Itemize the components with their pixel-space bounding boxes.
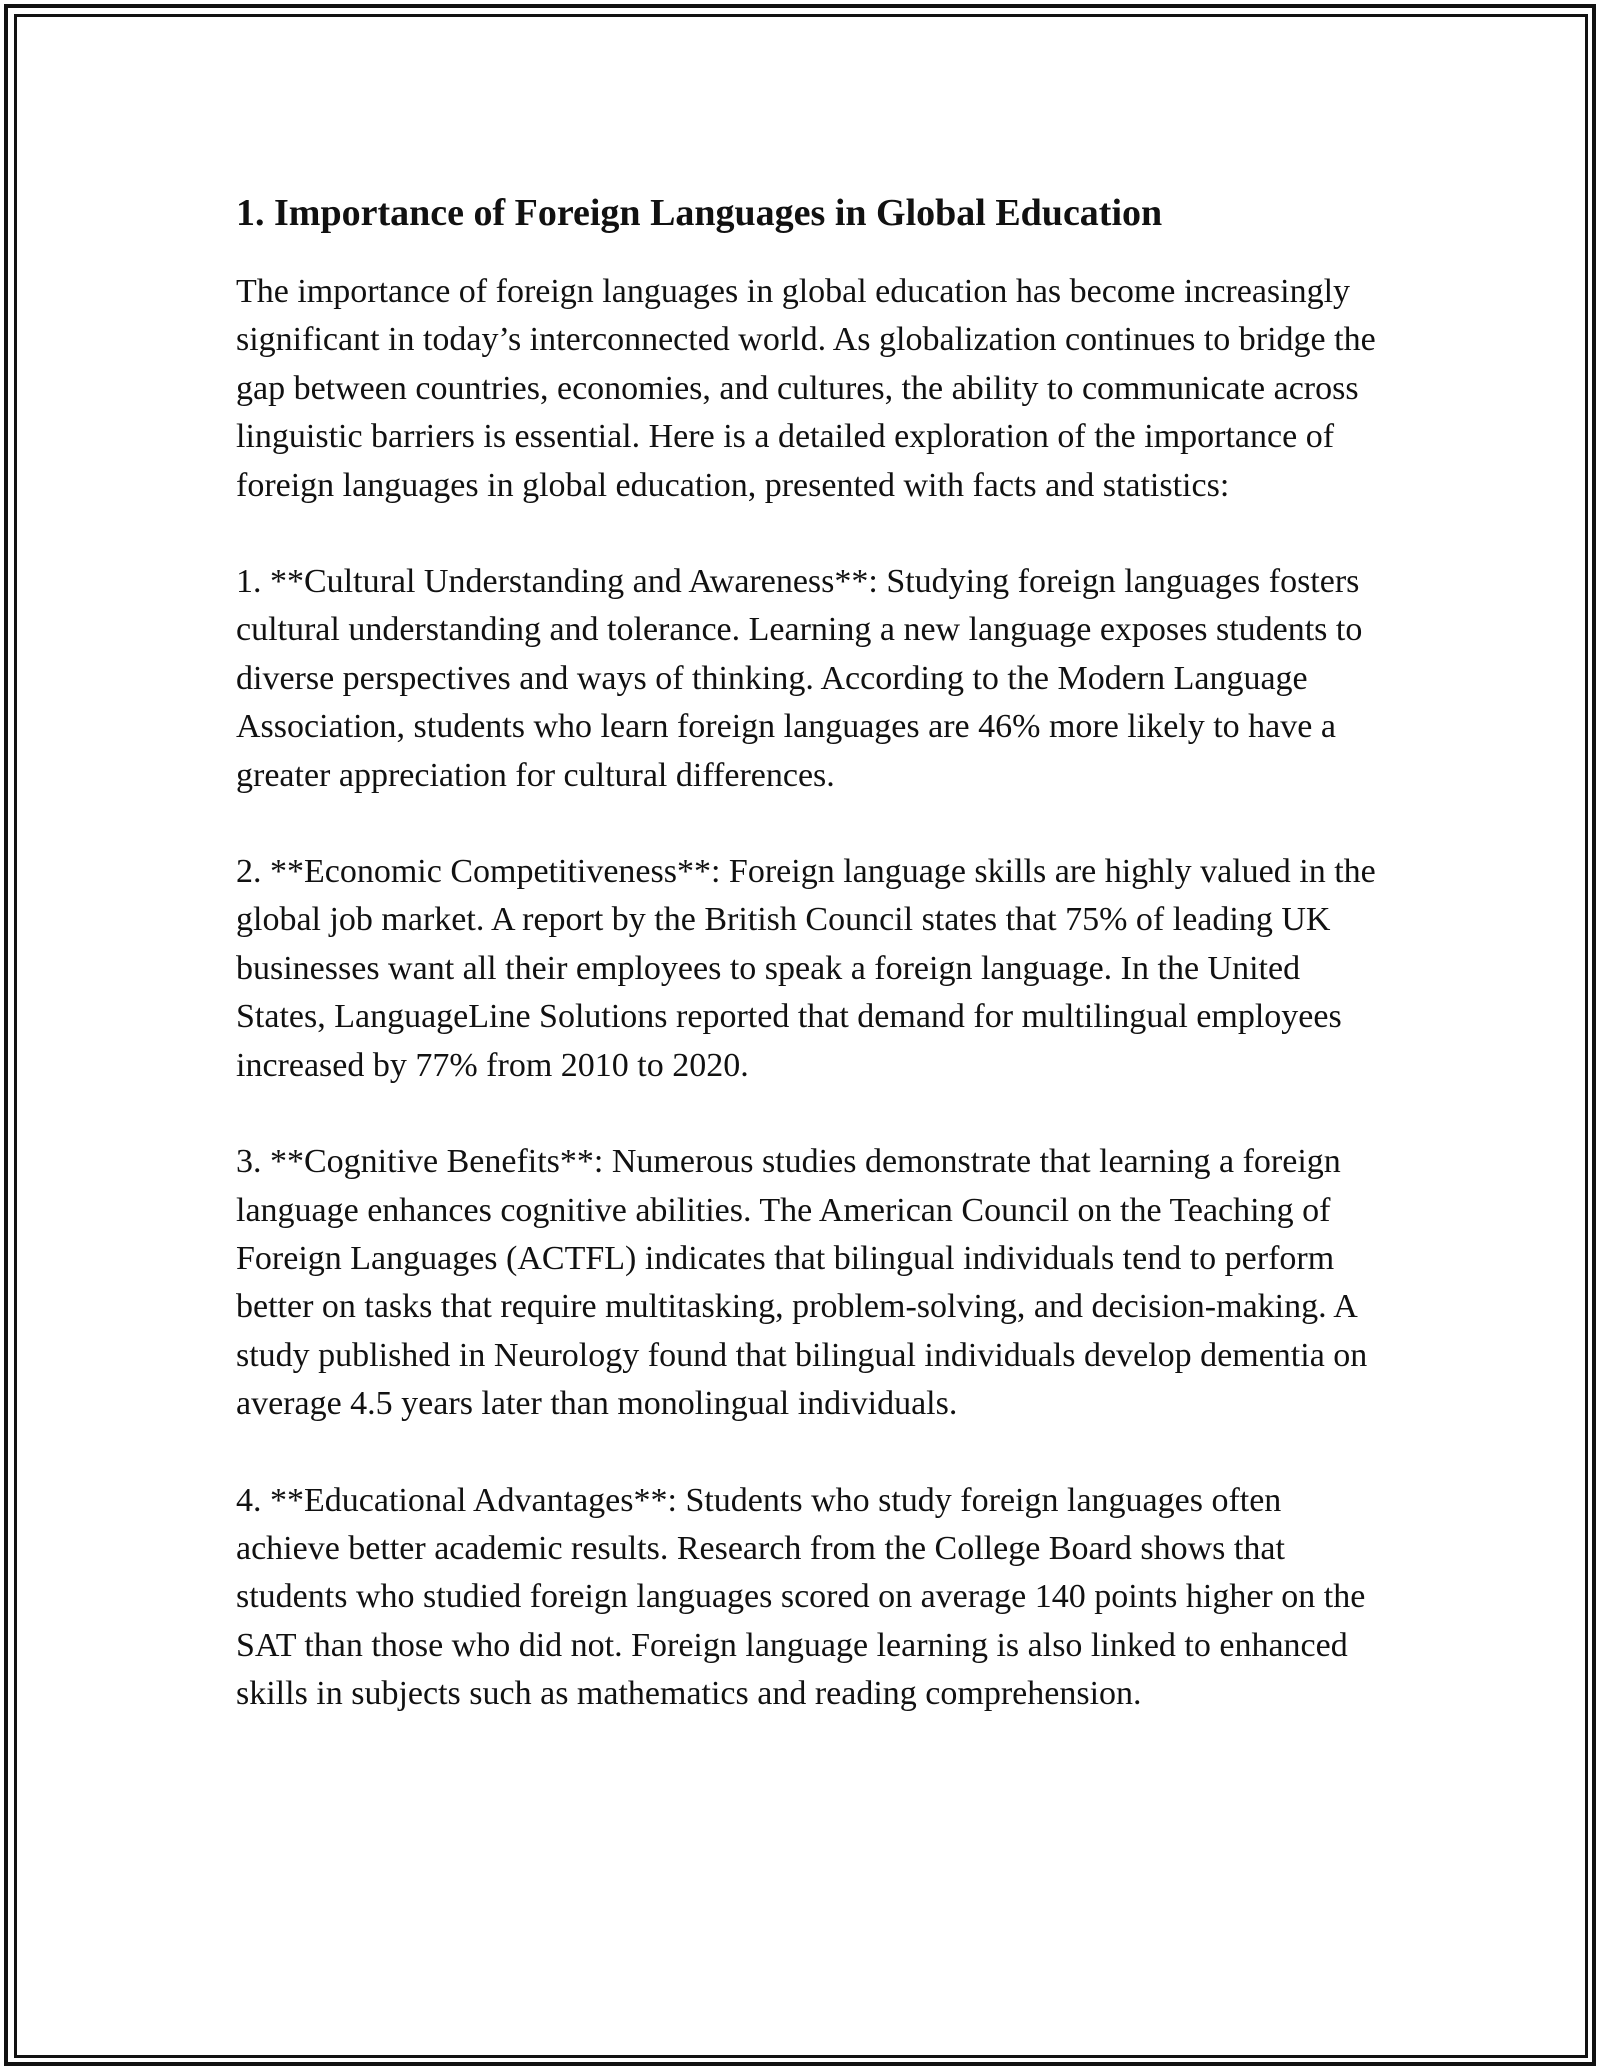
intro-paragraph: The importance of foreign languages in global education has become increasingly significant in today’s interconnected world. As globalization continues to bridge the gap between countries, economies, and cultures, the ability to communicate across linguistic barriers is essential. Here is a detailed exploration of the importance of foreign languages in global education, presented with facts and statistics: xyxy=(236,273,1376,504)
point-educational-advantages: 4. **Educational Advantages**: Students who study foreign languages often achieve better academic results. Research from the College Board shows that students who studied foreign languages scored on average 140 points higher on the SAT than those who did not. Foreign language learning is also linked to enhanced skills in subjects such as mathematics and reading comprehension. xyxy=(236,1481,1366,1713)
point-cognitive-benefits: 3. **Cognitive Benefits**: Numerous studies demonstrate that learning a foreign language enhances cognitive abilities. The American Council on the Teaching of Foreign Languages (ACTFL) indicates that bilingual individuals tend to perform better on tasks that require multitasking, problem-solving, and decision-making. A study published in Neurology found that bilingual individuals develop dementia on average 4.5 years later than monolingual individuals. xyxy=(236,1143,1368,1423)
point-cultural-understanding: 1. **Cultural Understanding and Awareness**: Studying foreign languages fosters cultural understanding and tolerance. Learning a new language exposes students to diverse perspectives and ways of thinking. According to the Modern Language Association, students who learn foreign languages are 46% more likely to have a greater appreciation for cultural differences. xyxy=(236,563,1363,794)
point-economic-competitiveness: 2. **Economic Competitiveness**: Foreign language skills are highly valued in the global job market. A report by the British Council states that 75% of leading UK businesses want all their employees to speak a foreign language. In the United States, LanguageLine Solutions reported that demand for multilingual employees increased by 77% from 2010 to 2020. xyxy=(236,853,1376,1084)
document-body xyxy=(236,186,1386,1767)
page-title: 1. Importance of Foreign Languages in Global Education xyxy=(236,192,1163,234)
